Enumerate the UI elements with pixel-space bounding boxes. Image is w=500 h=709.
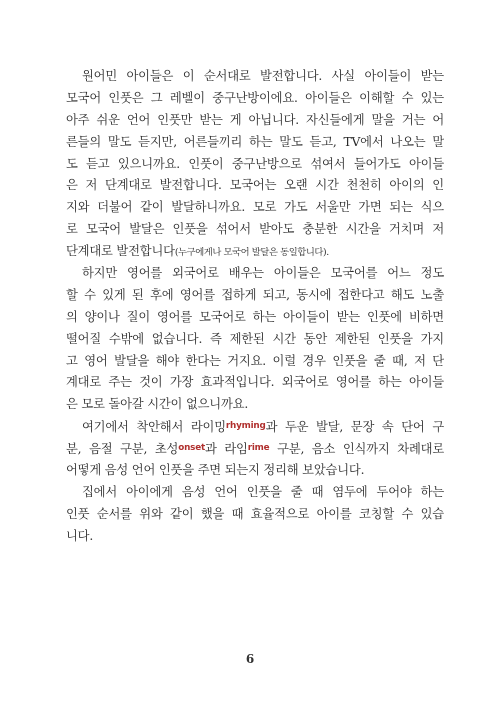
text-fragment: 분, 음절 구분, 초성: [66, 442, 179, 457]
text-line: 니다.: [66, 528, 94, 543]
text-line: 른들의 말도 듣지만, 어른들끼리 하는 말도 듣고, TV에서 나오는 말: [66, 134, 444, 149]
text-line: 고 영어 발달을 해야 한다는 거지요. 이럴 경우 인풋을 줄 때, 저 단: [66, 353, 444, 368]
english-term: onset: [178, 443, 205, 454]
text-line: 의 양이나 질이 영어를 모국어로 하는 아이들이 받는 인풋에 비하면: [66, 309, 444, 324]
text-line: 어떻게 음성 언어 인풋을 주면 되는지 정리해 보았습니다.: [66, 463, 365, 478]
page-number: 6: [245, 652, 255, 666]
text-line: 아주 쉬운 언어 인풋만 받는 게 아닙니다. 자신들에게 말을 거는 어: [66, 112, 444, 127]
english-term: rime: [247, 443, 270, 454]
text-fragment: 과 라임: [204, 442, 248, 457]
text-line: [66, 241, 444, 263]
text-line: 원어민 아이들은 이 순서대로 발전합니다. 사실 아이들이 받는: [82, 69, 444, 83]
text-line: 모국어 인풋은 그 레벨이 중구난방이에요. 아이들은 이해할 수 있는: [66, 90, 444, 105]
text-fragment: 단계대로 발전합니다: [66, 244, 175, 259]
text-line: 지와 더불어 같이 발달하니까요. 모로 가도 서울만 가면 되는 식으: [66, 200, 444, 215]
paragraph-1: [66, 66, 444, 263]
english-term: rhyming: [225, 421, 266, 432]
text-line: 도 듣고 있으니까요. 인풋이 중구난방으로 섞여서 들어가도 아이들: [66, 156, 444, 171]
text-line: 은 저 단계대로 발전합니다. 모국어는 오랜 시간 천천히 아이의 인: [66, 178, 444, 193]
text-line: 은 모로 돌아갈 시간이 없으니까요.: [66, 397, 249, 412]
text-line: [66, 438, 444, 460]
text-line: 집에서 아이에게 음성 언어 인풋을 줄 때 염두에 두어야 하는: [82, 484, 444, 499]
text-line: 하지만 영어를 외국어로 배우는 아이들은 모국어를 어느 정도: [82, 266, 444, 281]
text-fragment: 여기에서 착안해서 라이밍: [82, 420, 226, 435]
text-line: 떨어질 수밖에 없습니다. 즉 제한된 시간 동안 제한된 인풋을 가지: [66, 331, 444, 346]
paragraph-2: [66, 263, 444, 416]
text-fragment: 구분, 음소 인식까지 차례대로: [269, 442, 444, 457]
text-line: 로 모국어 발달은 인풋을 섞어서 받아도 충분한 시간을 거치며 저: [66, 222, 444, 237]
body-text: [66, 66, 444, 548]
footnote-aside: (누구에게나 모국어 발달은 동일합니다).: [174, 247, 329, 259]
text-line: 인풋 순서를 위와 같이 했을 때 효율적으로 아이를 코칭할 수 있습: [66, 506, 444, 521]
text-fragment: 과 두운 발달, 문장 속 단어 구: [265, 420, 444, 435]
paragraph-3: [66, 416, 444, 482]
text-line: [66, 416, 444, 438]
text-line: 할 수 있게 된 후에 영어를 접하게 되고, 동시에 접한다고 해도 노출: [66, 287, 444, 302]
text-line: 계대로 주는 것이 가장 효과적입니다. 외국어로 영어를 하는 아이들: [66, 375, 444, 390]
paragraph-4: [66, 482, 444, 548]
